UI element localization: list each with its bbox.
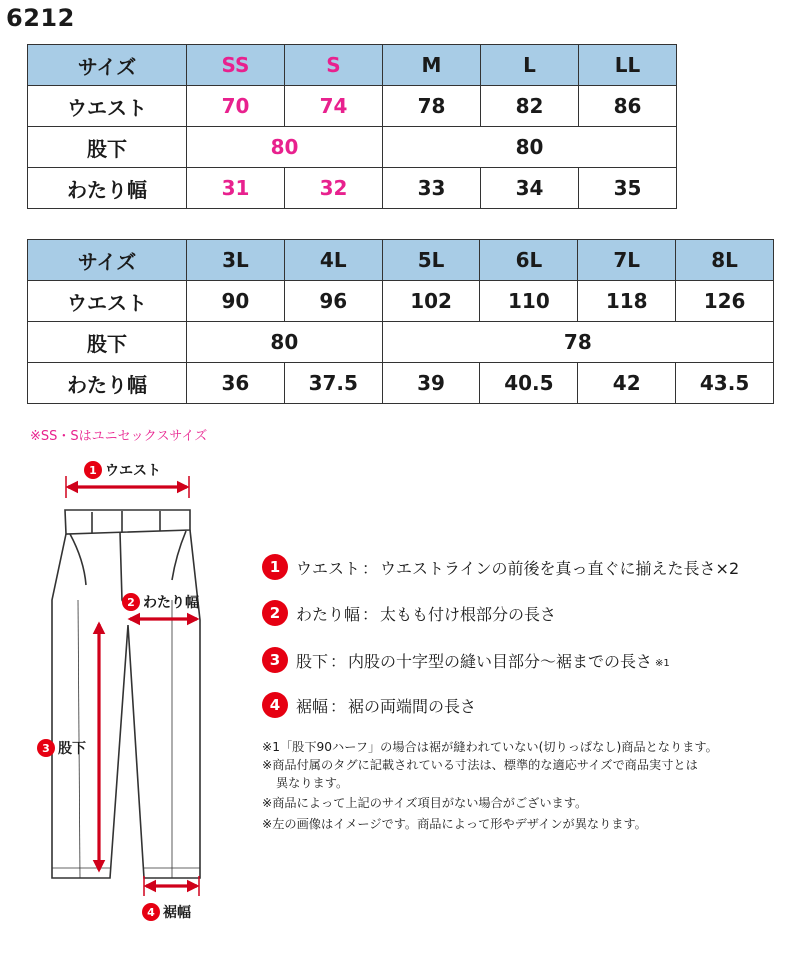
legend-desc: 内股の十字型の縫い目部分～裾までの長さ [348,651,653,671]
footnote: ※商品によって上記のサイズ項目がない場合がございます。 [262,796,588,810]
value-cell: 118 [578,281,676,322]
footnote: 異なります。 [276,776,349,790]
label-text: 股下 [58,741,86,757]
size-cell: 6L [480,240,578,281]
size-cell: SS [187,45,285,86]
value-cell: 34 [481,168,579,209]
legend-item-waist [262,553,739,581]
value-cell: 37.5 [284,363,382,404]
row-label: サイズ [28,45,187,86]
value-cell: 32 [285,168,383,209]
legend-term: 股下 [296,651,329,671]
legend-separator: ： [330,651,347,671]
size-cell: LL [579,45,677,86]
value-cell: 42 [578,363,676,404]
value-cell: 70 [187,86,285,127]
footnote: ※商品付属のタグに記載されている寸法は、標準的な適応サイズで商品実寸とは [262,758,698,772]
legend-separator: ： [330,696,347,716]
badge-number: 4 [142,903,160,921]
value-cell: 78 [383,86,481,127]
value-cell: 96 [284,281,382,322]
value-cell: 90 [187,281,285,322]
size-cell: L [481,45,579,86]
size-cell: 4L [284,240,382,281]
value-cell: 126 [676,281,774,322]
legend-desc: 太もも付け根部分の長さ [380,604,557,624]
value-cell: 86 [579,86,677,127]
legend-separator: ： [362,558,379,578]
legend-term: わたり幅 [296,604,361,624]
size-cell: 5L [382,240,480,281]
value-cell: 78 [382,322,773,363]
row-label: 股下 [28,127,187,168]
label-text: 裾幅 [163,905,191,921]
badge-number: 3 [37,739,55,757]
legend-item-inseam [262,646,670,674]
size-cell: 3L [187,240,285,281]
legend-item-thigh [262,599,556,627]
value-cell: 31 [187,168,285,209]
row-label: わたり幅 [28,168,187,209]
value-cell: 43.5 [676,363,774,404]
size-cell: 8L [676,240,774,281]
row-label: ウエスト [28,86,187,127]
row-label: サイズ [28,240,187,281]
value-cell: 74 [285,86,383,127]
badge-number: 2 [122,593,140,611]
model-number: 6212 [6,4,75,32]
size-cell: S [285,45,383,86]
size-cell: M [383,45,481,86]
value-cell: 80 [383,127,677,168]
diagram-label-thigh [122,592,199,612]
legend-term: 裾幅 [296,696,329,716]
footnote: ※1「股下90ハーフ」の場合は裾が縫われていない(切りっぱなし)商品となります。 [262,740,718,754]
legend-term: ウエスト [296,558,361,578]
label-text: わたり幅 [143,595,199,611]
pants-diagram-icon [0,0,260,974]
value-cell: 102 [382,281,480,322]
row-label: 股下 [28,322,187,363]
diagram-label-waist [84,460,161,480]
value-cell: 110 [480,281,578,322]
value-cell: 35 [579,168,677,209]
label-text: ウエスト [105,463,161,479]
badge-number: 1 [262,554,288,580]
legend-desc: ウエストラインの前後を真っ直ぐに揃えた長さ×2 [380,558,740,578]
badge-number: 2 [262,600,288,626]
value-cell: 80 [187,127,383,168]
value-cell: 80 [187,322,383,363]
size-cell: 7L [578,240,676,281]
footnote: ※左の画像はイメージです。商品によって形やデザインが異なります。 [262,817,647,831]
legend-item-hem [262,691,476,719]
row-label: わたり幅 [28,363,187,404]
legend-separator: ： [362,604,379,624]
value-cell: 40.5 [480,363,578,404]
value-cell: 36 [187,363,285,404]
value-cell: 39 [382,363,480,404]
legend-desc: 裾の両端間の長さ [348,696,477,716]
value-cell: 82 [481,86,579,127]
diagram-label-inseam [37,738,86,758]
badge-number: 4 [262,692,288,718]
value-cell: 33 [383,168,481,209]
diagram-label-hem [142,902,191,922]
badge-number: 3 [262,647,288,673]
legend-ref: ※1 [655,657,670,669]
row-label: ウエスト [28,281,187,322]
badge-number: 1 [84,461,102,479]
unisex-note: ※SS・Sはユニセックスサイズ [30,429,208,444]
